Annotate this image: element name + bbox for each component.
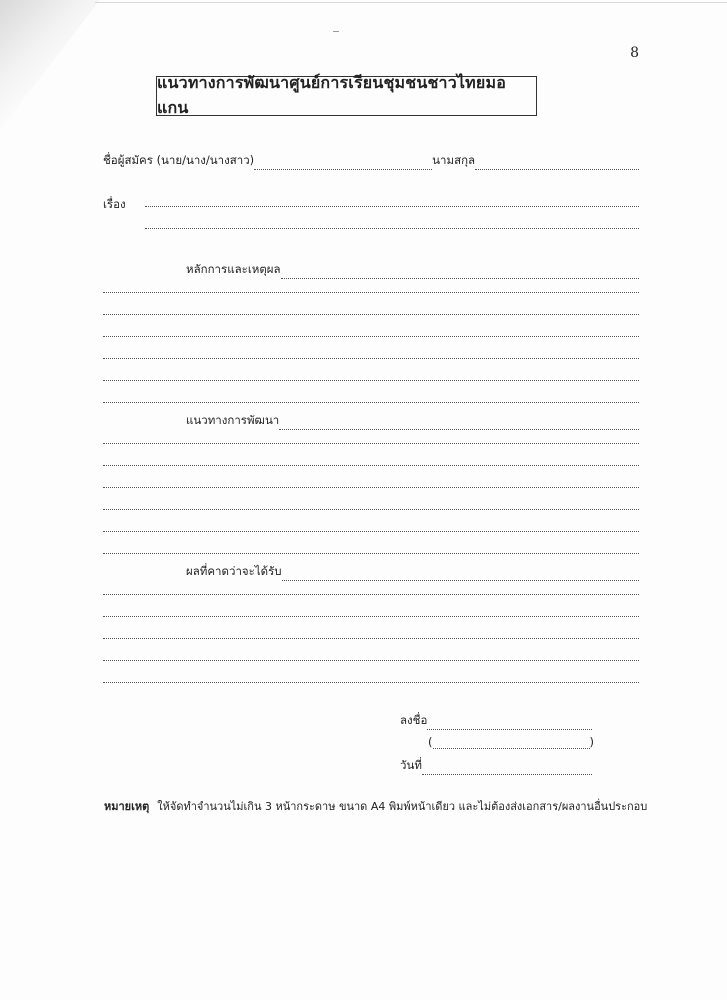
expected-heading-row <box>186 563 639 581</box>
folded-corner <box>0 0 100 130</box>
applicant-name-label: ชื่อผู้สมัคร (นาย/นาง/นางสาว) <box>103 153 255 167</box>
guidelines-field-line[interactable] <box>103 553 639 554</box>
applicant-surname-label: นามสกุล <box>432 153 476 167</box>
guidelines-field-line[interactable] <box>103 509 639 510</box>
close-paren: ) <box>589 735 594 749</box>
principles-field-line[interactable] <box>103 358 639 359</box>
expected-field-line[interactable] <box>103 638 639 639</box>
subject-field-line-2[interactable] <box>145 228 639 229</box>
expected-field-line[interactable] <box>103 660 639 661</box>
applicant-name-field[interactable] <box>254 157 432 170</box>
page-edge <box>95 2 727 3</box>
applicant-surname-field[interactable] <box>475 157 639 170</box>
open-paren: ( <box>428 735 433 749</box>
signature-row <box>400 712 592 730</box>
page-number: 8 <box>630 45 639 61</box>
date-label: วันที่ <box>400 758 422 772</box>
guidelines-field-line-0[interactable] <box>279 417 639 430</box>
scan-speck <box>333 31 339 32</box>
guidelines-field-line[interactable] <box>103 487 639 488</box>
page-title: แนวทางการพัฒนาศูนย์การเรียนชุมชนชาวไทยมอแกน <box>156 76 537 116</box>
guidelines-field-line[interactable] <box>103 443 639 444</box>
principles-field-line[interactable] <box>103 380 639 381</box>
principles-field-line[interactable] <box>103 402 639 403</box>
subject-label: เรื่อง <box>103 197 126 211</box>
signature-field[interactable] <box>427 717 592 730</box>
guidelines-heading-row <box>186 412 639 430</box>
principles-field-line[interactable] <box>103 292 639 293</box>
guidelines-field-line[interactable] <box>103 465 639 466</box>
expected-field-line[interactable] <box>103 682 639 683</box>
printed-name-field[interactable] <box>433 736 590 749</box>
date-field[interactable] <box>422 762 592 775</box>
guidelines-heading: แนวทางการพัฒนา <box>186 413 280 427</box>
expected-field-line-0[interactable] <box>282 568 639 581</box>
subject-field-line-1[interactable] <box>145 206 639 207</box>
note-text: ให้จัดทำจำนวนไม่เกิน 3 หน้ากระดาษ ขนาด A4 พิมพ์หน้าเดียว และไม่ต้องส่งเอกสาร/ผลงานอื่นประกอบ <box>157 800 648 813</box>
principles-field-line[interactable] <box>103 314 639 315</box>
expected-heading: ผลที่คาดว่าจะได้รับ <box>186 564 282 578</box>
principles-heading: หลักการและเหตุผล <box>186 262 281 276</box>
expected-field-line[interactable] <box>103 616 639 617</box>
principles-field-line[interactable] <box>103 336 639 337</box>
printed-name-row <box>428 735 594 749</box>
principles-field-line-0[interactable] <box>281 266 639 279</box>
expected-field-line[interactable] <box>103 594 639 595</box>
principles-heading-row <box>186 261 639 279</box>
date-row <box>400 757 592 775</box>
signature-label: ลงชื่อ <box>400 713 428 727</box>
guidelines-field-line[interactable] <box>103 531 639 532</box>
applicant-row <box>103 152 639 170</box>
footnote <box>104 797 647 815</box>
note-label: หมายเหตุ <box>104 800 150 813</box>
